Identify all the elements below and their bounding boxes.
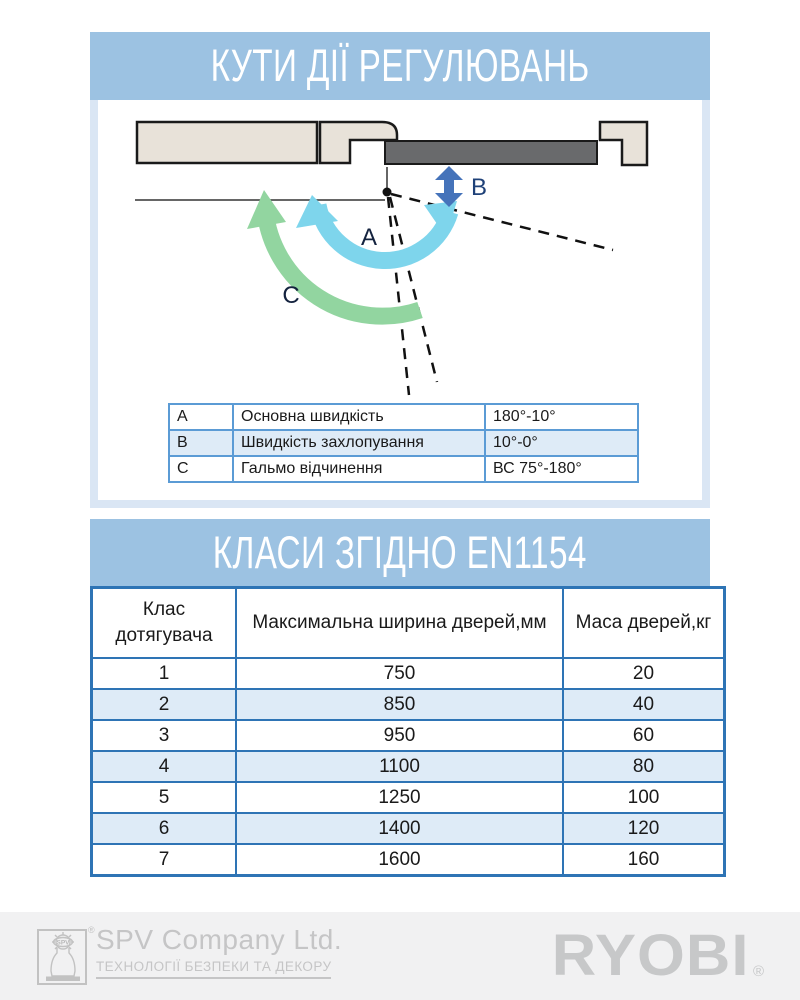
legend-range: ВС 75°-180° bbox=[485, 456, 638, 482]
cell-width: 750 bbox=[236, 658, 563, 689]
backcheck-arrowhead bbox=[247, 190, 286, 229]
hinge-point bbox=[383, 188, 392, 197]
ryobi-registered-mark: ® bbox=[752, 962, 764, 980]
spv-registered-mark: ® bbox=[88, 925, 95, 935]
table-row bbox=[92, 813, 725, 844]
legend-row-b bbox=[169, 430, 638, 456]
cell-class: 5 bbox=[92, 782, 237, 813]
classes-title: КЛАСИ ЗГІДНО EN1154 bbox=[212, 526, 588, 578]
column-header-width: Максимальна ширина дверей,мм bbox=[236, 588, 563, 659]
legend-range: 180°-10° bbox=[485, 404, 638, 430]
door-frame-right bbox=[600, 122, 647, 165]
legend-desc: Швидкість захлопування bbox=[233, 430, 485, 456]
legend-range: 10°-0° bbox=[485, 430, 638, 456]
cell-width: 950 bbox=[236, 720, 563, 751]
cell-class: 6 bbox=[92, 813, 237, 844]
label-c: C bbox=[282, 282, 300, 309]
cell-width: 850 bbox=[236, 689, 563, 720]
cell-width: 1400 bbox=[236, 813, 563, 844]
table-row bbox=[92, 751, 725, 782]
ryobi-logo bbox=[552, 923, 764, 988]
cell-width: 1100 bbox=[236, 751, 563, 782]
spv-logo-icon bbox=[37, 929, 87, 985]
cell-class: 1 bbox=[92, 658, 237, 689]
footer bbox=[0, 912, 800, 1000]
spv-tagline: ТЕХНОЛОГІЇ БЕЗПЕКИ ТА ДЕКОРУ bbox=[96, 959, 331, 979]
cell-mass: 160 bbox=[563, 844, 725, 876]
cell-mass: 60 bbox=[563, 720, 725, 751]
angles-title-bar bbox=[90, 32, 710, 100]
latch-speed-double-arrow bbox=[435, 166, 463, 207]
table-row bbox=[92, 844, 725, 876]
cell-mass: 80 bbox=[563, 751, 725, 782]
cell-class: 7 bbox=[92, 844, 237, 876]
ryobi-wordmark: RYOBI bbox=[552, 923, 750, 988]
cell-mass: 40 bbox=[563, 689, 725, 720]
classes-table bbox=[90, 586, 726, 877]
legend-key: A bbox=[169, 404, 233, 430]
spv-mark-text: SPV bbox=[56, 939, 70, 947]
cell-width: 1600 bbox=[236, 844, 563, 876]
table-row bbox=[92, 720, 725, 751]
spv-company-name: SPV Company Ltd. bbox=[96, 924, 343, 955]
label-b: B bbox=[470, 174, 488, 201]
cell-mass: 100 bbox=[563, 782, 725, 813]
legend-desc: Основна швидкість bbox=[233, 404, 485, 430]
column-header-mass: Маса дверей,кг bbox=[563, 588, 725, 659]
door-position-line-75deg bbox=[390, 197, 437, 382]
legend-desc: Гальмо відчинення bbox=[233, 456, 485, 482]
classes-header-row bbox=[92, 588, 725, 659]
label-a: A bbox=[360, 224, 378, 251]
cell-class: 2 bbox=[92, 689, 237, 720]
classes-title-bar bbox=[90, 519, 710, 586]
angles-panel bbox=[90, 100, 710, 508]
legend-row-a bbox=[169, 404, 638, 430]
table-row bbox=[92, 658, 725, 689]
table-row bbox=[92, 782, 725, 813]
legend-key: C bbox=[169, 456, 233, 482]
cell-class: 3 bbox=[92, 720, 237, 751]
door-position-line-85deg bbox=[388, 197, 409, 395]
column-header-class: Клас дотягувача bbox=[92, 588, 237, 659]
cell-width: 1250 bbox=[236, 782, 563, 813]
angles-title: КУТИ ДІЇ РЕГУЛЮВАНЬ bbox=[210, 40, 590, 91]
legend-row-c bbox=[169, 456, 638, 482]
door-leaf-closed bbox=[385, 141, 597, 164]
cell-mass: 120 bbox=[563, 813, 725, 844]
table-row bbox=[92, 689, 725, 720]
legend-key: B bbox=[169, 430, 233, 456]
angles-legend-table bbox=[168, 403, 639, 483]
door-closer-angles-diagram bbox=[98, 100, 702, 400]
cell-class: 4 bbox=[92, 751, 237, 782]
wall-left bbox=[137, 122, 317, 163]
cell-mass: 20 bbox=[563, 658, 725, 689]
